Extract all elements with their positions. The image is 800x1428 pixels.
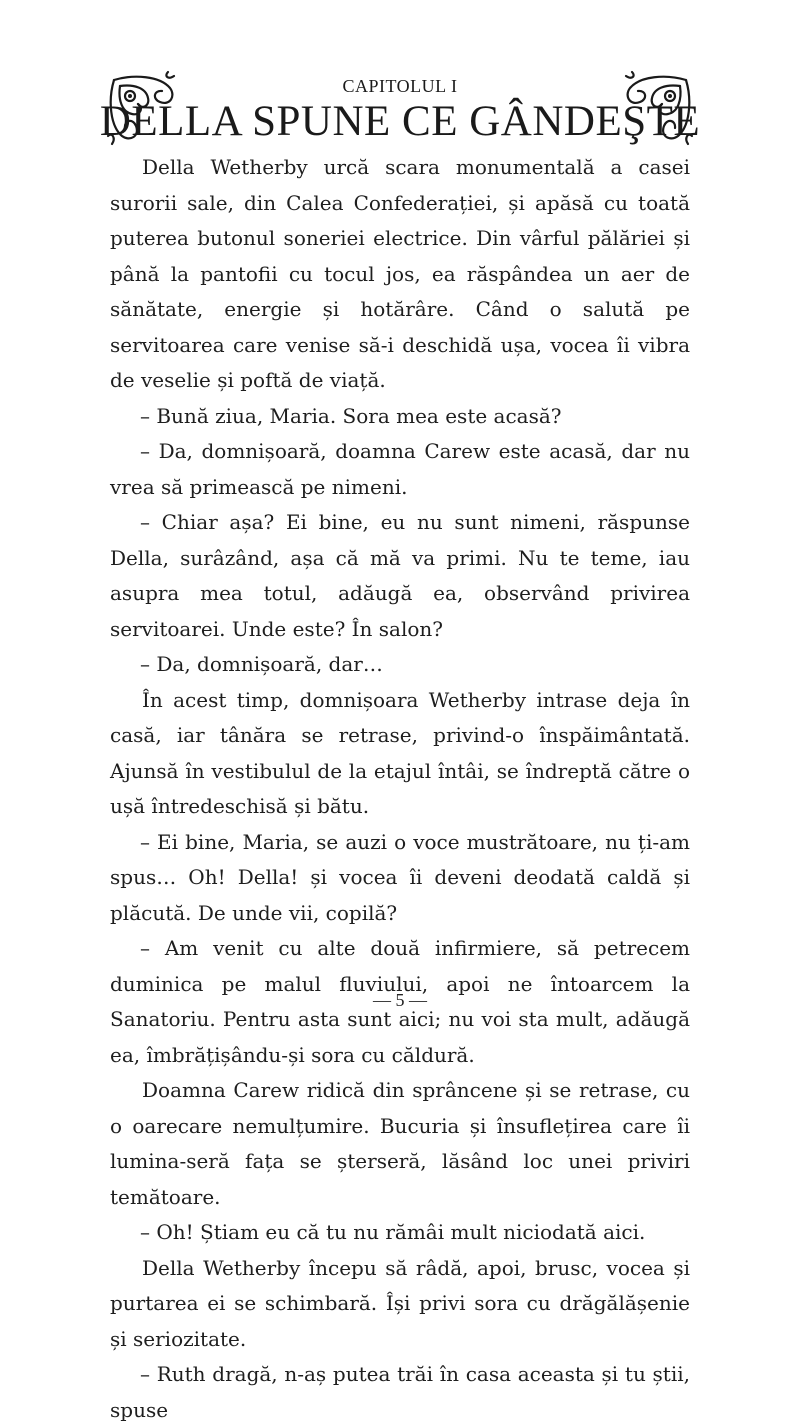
chapter-body [110, 150, 690, 1428]
chapter-label: CAPITOLUL I [342, 76, 458, 96]
paragraph: – Oh! Știam eu că tu nu rămâi mult niciodată aici. [140, 1220, 646, 1244]
paragraph: Della Wetherby începu să râdă, apoi, brusc, vocea și purtarea ei se schimbară. Își privi sora cu drăgălășenie și seriozitate. [110, 1255, 690, 1351]
paragraph: – Ei bine, Maria, se auzi o voce mustrătoare, nu ți-am spus… Oh! Della! și vocea îi deveni deodată caldă și plăcută. De unde vii, copilă? [110, 829, 690, 925]
paragraph: Della Wetherby urcă scara monumentală a casei surorii sale, din Calea Confederației, și apăsă cu toată puterea butonul soneriei electrice. Din vârful pălăriei și până la pantofii cu tocul jos, ea răspândea un aer de sănătate, energie și hotărâre. Când o salută pe servitoarea care venise să-i deschidă ușa, vocea îi vibra de veselie și poftă de viață. [110, 155, 690, 392]
paragraph: În acest timp, domnișoara Wetherby intrase deja în casă, iar tânăra se retrase, privind-o înspăimântată. Ajunsă în vestibulul de la etajul întâi, se îndreptă către o ușă întredeschisă și bătu. [110, 687, 690, 818]
paragraph: – Bună ziua, Maria. Sora mea este acasă? [140, 403, 562, 428]
paragraph: – Da, domnișoară, doamna Carew este acasă, dar nu vrea să primească pe nimeni. [110, 439, 690, 499]
chapter-title: DELLA SPUNE CE GÂNDEŞTE [99, 98, 701, 145]
flourish-ornament-icon [622, 70, 696, 150]
paragraph: – Chiar așa? Ei bine, eu nu sunt nimeni, răspunse Della, surâzând, așa că mă va primi. Nu te teme, iau asupra mea totul, adăugă ea, observând privirea servitoarei. Unde este? În salon? [110, 510, 690, 641]
page-number: — 5 — [373, 990, 427, 1010]
paragraph: Doamna Carew ridică din sprâncene și se retrase, cu o oarecare nemulțumire. Bucuria și însuflețirea care îi lumina-seră fața se șterseră, lăsând loc unei priviri temătoare. [110, 1078, 690, 1209]
chapter-header [0, 62, 800, 148]
paragraph: – Am venit cu alte două infirmiere, să petrecem duminica pe malul fluviului, apoi ne întoarcem la Sanatoriu. Pentru asta sunt aici; nu voi sta mult, adăugă ea, îmbrățișându-și sora cu căldură. [110, 936, 690, 1067]
paragraph: – Ruth dragă, n-aș putea trăi în casa aceasta și tu știi, spuse [110, 1362, 690, 1422]
paragraph: – Da, domnișoară, dar… [140, 652, 383, 676]
